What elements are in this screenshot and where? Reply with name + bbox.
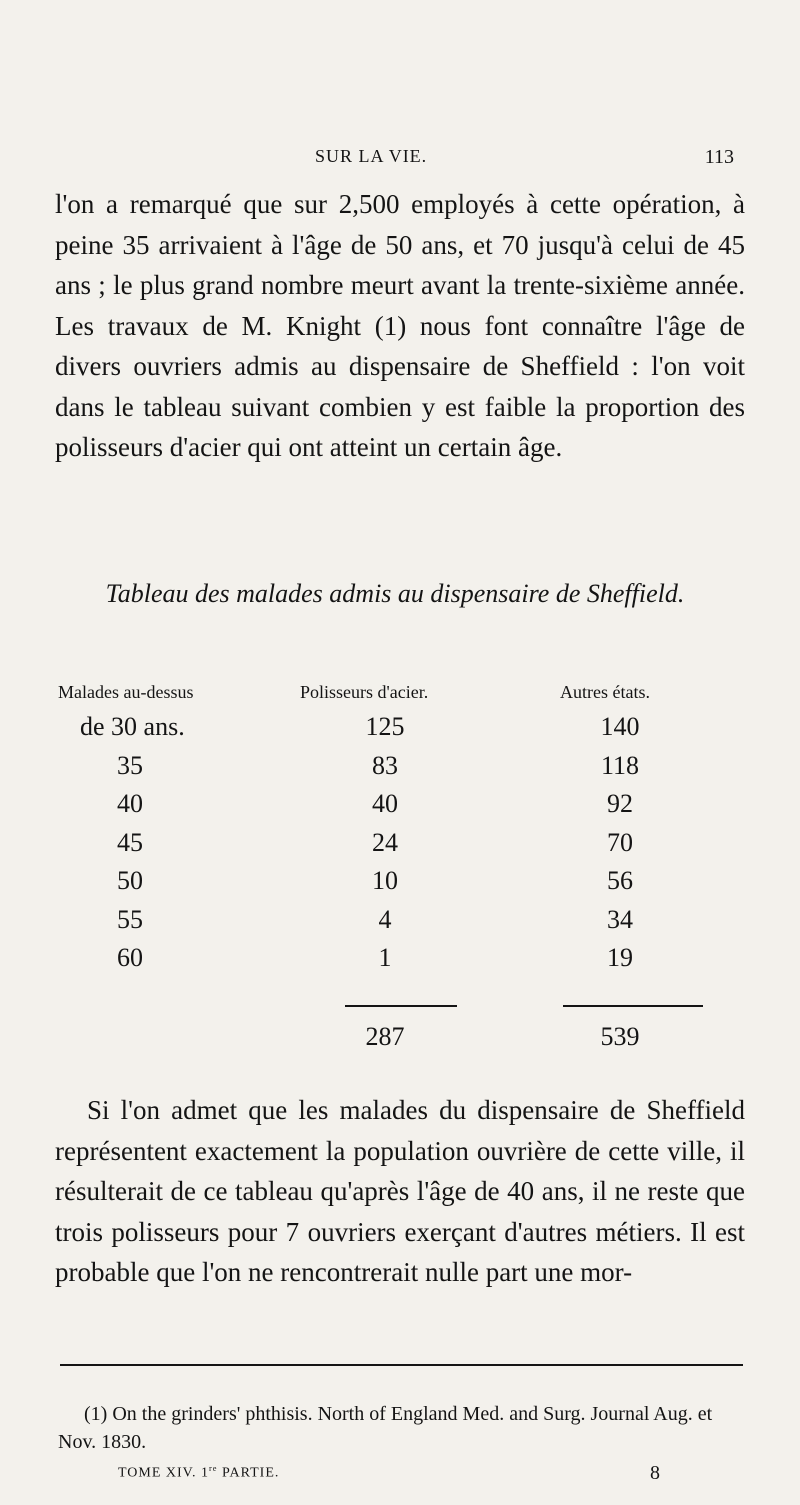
table-row (0, 905, 800, 944)
table-title: Tableau des malades admis au dispensaire de Sheffield. (105, 579, 685, 608)
autres-cell: 140 (600, 712, 640, 741)
autres-cell: 34 (607, 904, 633, 934)
paragraph-conclusion: Si l'on admet que les malades du dispensaire de Sheffield représentent exactement la population ouvrière de cette ville, il résulterait de ce tableau qu'après l'âge de 40 ans, il ne reste que trois polisseurs pour 7 ouvriers exerçant d'autres métiers. Il est probable que l'on ne rencontrerait nulle part une mor- (55, 1095, 745, 1287)
polisseurs-cell: 40 (372, 789, 398, 818)
age-cell: 45 (117, 827, 143, 857)
signature-prefix: TOME XIV. 1 (118, 1465, 209, 1481)
running-head (60, 146, 740, 174)
footnote: (1) On the grinders' phthisis. North of England Med. and Surg. Journal Aug. et Nov. 1830. (58, 1403, 713, 1453)
autres-cell: 92 (607, 789, 633, 818)
paragraph-intro: l'on a remarqué que sur 2,500 employés à cette opération, à peine 35 arrivaient à l'âge de 50 ans, et 70 jusqu'à celui de 45 ans ; le plus grand nombre meurt avant la trente-sixième année. Les travaux de M. Knight (1) nous font connaître l'âge de divers ouvriers admis au dispensaire de Sheffield : l'on voit dans le tableau suivant combien y est faible la proportion des polisseurs d'acier qui ont atteint un certain âge. (55, 189, 745, 462)
running-title: SUR LA VIE. (315, 146, 428, 166)
polisseurs-cell: 125 (365, 712, 405, 741)
total-polisseurs: 287 (365, 1022, 405, 1051)
signature-suffix: PARTIE. (217, 1465, 280, 1481)
sum-rule-polisseurs (345, 1005, 457, 1007)
total-autres: 539 (600, 1022, 640, 1051)
age-cell: 55 (117, 904, 143, 934)
age-cell: de 30 ans. (80, 712, 185, 741)
table-row (0, 751, 800, 790)
signature-mark (118, 1464, 279, 1482)
age-cell: 40 (117, 789, 143, 818)
column-header-polisseurs: Polisseurs d'acier. (300, 682, 429, 702)
polisseurs-cell: 83 (372, 750, 398, 780)
column-header-autres: Autres états. (560, 682, 650, 702)
sum-rule-autres (563, 1005, 703, 1007)
table-body (0, 712, 800, 982)
autres-cell: 19 (607, 943, 633, 972)
polisseurs-cell: 10 (372, 866, 398, 895)
polisseurs-cell: 1 (378, 943, 392, 972)
column-header-age: Malades au-dessus (58, 682, 194, 702)
footnote-divider (60, 1364, 743, 1366)
sheet-number: 8 (650, 1462, 660, 1484)
autres-cell: 70 (607, 827, 633, 857)
age-cell: 35 (117, 750, 143, 780)
signature-sup: re (209, 1464, 218, 1473)
polisseurs-cell: 4 (378, 904, 392, 934)
polisseurs-cell: 24 (372, 827, 398, 857)
table-row (0, 866, 800, 905)
page-number: 113 (704, 146, 734, 168)
age-cell: 50 (117, 866, 143, 895)
table-row (0, 712, 800, 751)
age-cell: 60 (117, 943, 143, 972)
table-row (0, 789, 800, 828)
autres-cell: 118 (600, 750, 640, 780)
autres-cell: 56 (607, 866, 633, 895)
table-row (0, 943, 800, 982)
table-row (0, 828, 800, 867)
